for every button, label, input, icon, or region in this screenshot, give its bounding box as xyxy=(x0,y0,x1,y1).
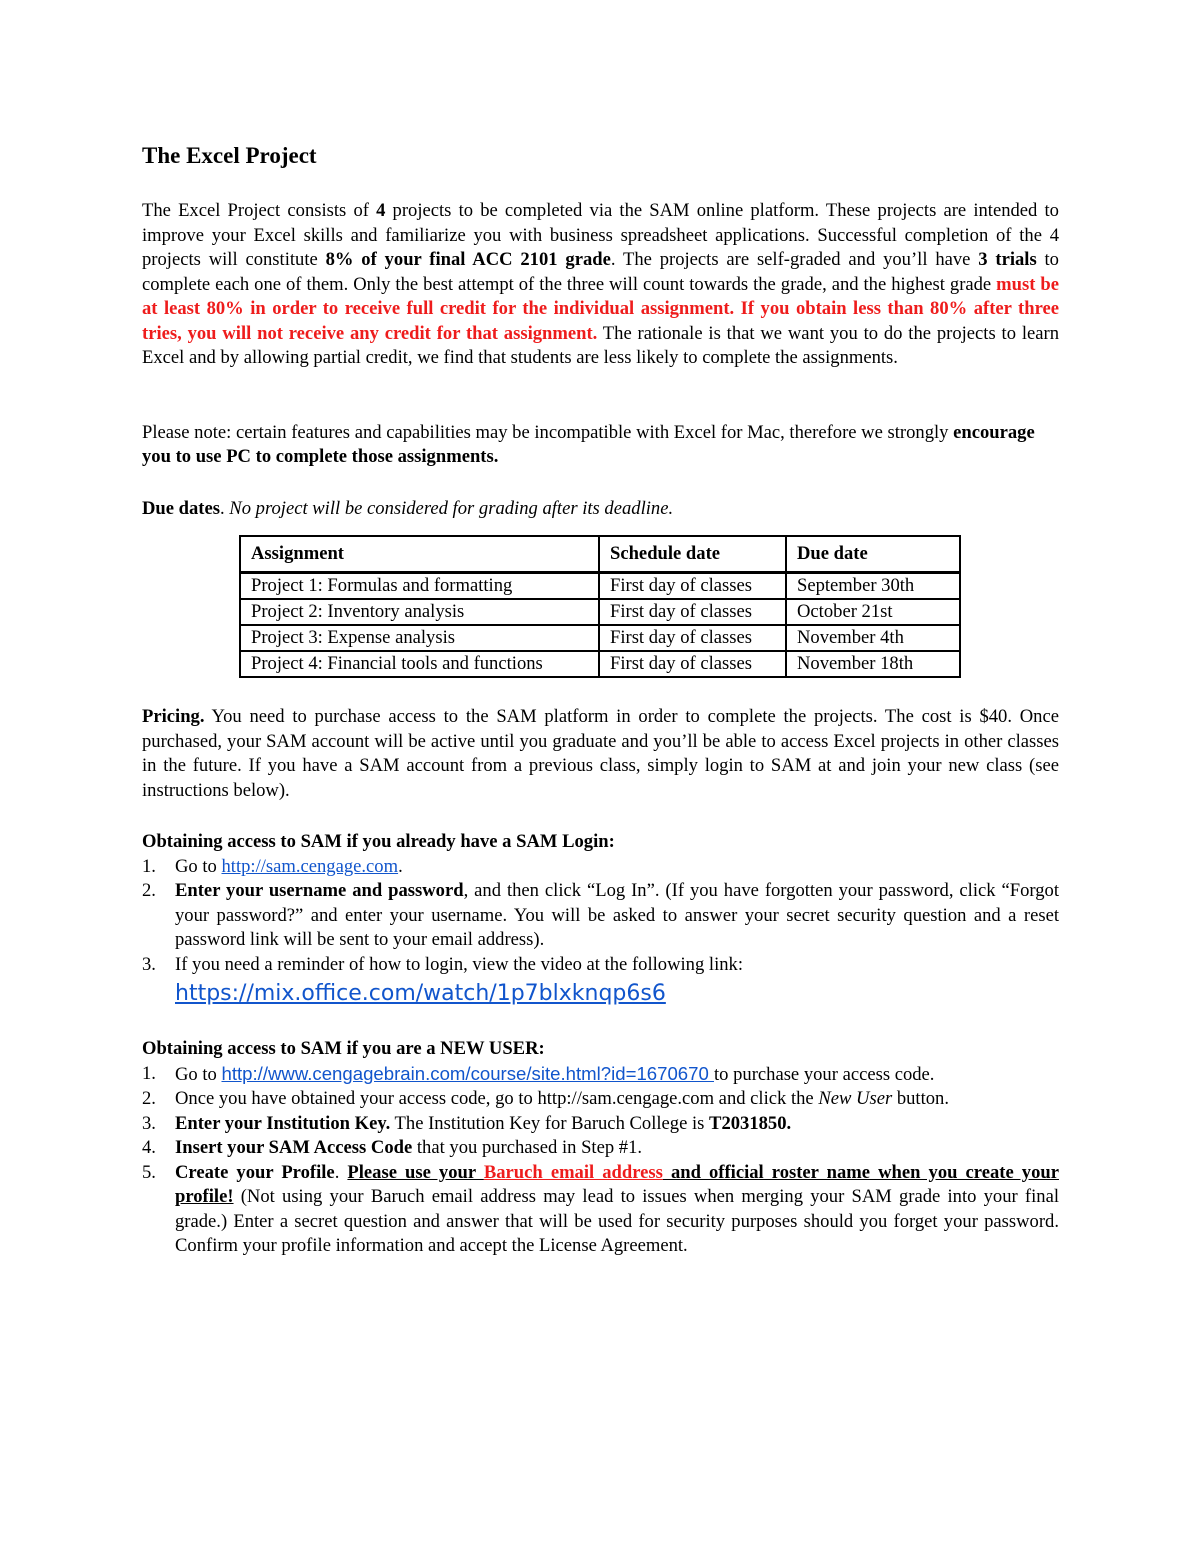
step-text: Once you have obtained your access code, go to http://sam.cengage.com and click the xyxy=(175,1088,819,1109)
table-cell: First day of classes xyxy=(599,599,786,625)
step-text: button. xyxy=(892,1088,950,1109)
step-text: The Institution Key for Baruch College is xyxy=(390,1112,710,1134)
list-item xyxy=(142,1087,1059,1112)
institution-key: T2031850. xyxy=(709,1112,792,1134)
sam-login-link[interactable]: http://sam.cengage.com xyxy=(221,855,399,877)
table-cell: First day of classes xyxy=(599,625,786,651)
table-row xyxy=(240,599,960,625)
existing-user-heading-text: Obtaining access to SAM if you already have a SAM Login: xyxy=(142,831,615,852)
new-user-heading-text: Obtaining access to SAM if you are a NEW USER: xyxy=(142,1038,545,1059)
table-row xyxy=(240,651,960,677)
list-item xyxy=(142,1062,1059,1088)
list-item xyxy=(142,1161,1059,1259)
step-text: Go to xyxy=(175,855,222,877)
table-cell: September 30th xyxy=(786,573,960,600)
table-header-row xyxy=(240,536,960,573)
step-number: 1. xyxy=(142,855,156,877)
document-body xyxy=(142,140,1059,1259)
baruch-email-emphasis: Baruch email address xyxy=(483,1161,663,1183)
page-title: The Excel Project xyxy=(142,143,317,168)
new-user-steps xyxy=(142,1062,1059,1259)
intro-bold: 4 xyxy=(376,200,386,221)
table-cell: Project 4: Financial tools and functions xyxy=(240,651,599,677)
table-cell: First day of classes xyxy=(599,651,786,677)
step-text: If you need a reminder of how to login, view the video at the following link: xyxy=(175,953,744,975)
step-bold: Enter your username and password xyxy=(175,880,464,901)
table-row xyxy=(240,625,960,651)
note-text: Please note: certain features and capabilities may be incompatible with Excel for Mac, therefore we strongly xyxy=(142,421,954,443)
step-underline: and official roster name when you create your profile! xyxy=(175,1161,1059,1207)
due-dates-separator: . xyxy=(220,497,230,519)
table-cell: Project 3: Expense analysis xyxy=(240,625,599,651)
due-dates-table xyxy=(239,535,961,678)
intro-text: The Excel Project consists of xyxy=(142,200,377,221)
step-number: 3. xyxy=(142,953,156,975)
intro-text: projects to be completed via the SAM online platform. These projects are intended to improve your Excel skills and familiarize you with business spreadsheet applications. Successful completion of the 4 projects will constitute xyxy=(142,200,1059,270)
login-video-link[interactable]: https://mix.office.com/watch/1p7blxknqp6s6 xyxy=(175,981,666,1006)
intro-bold: 3 trials xyxy=(978,249,1037,270)
mac-note xyxy=(142,421,1059,470)
intro-text: to complete each one of them. Only the best attempt of the three will count towards the grade, and the highest grade xyxy=(142,249,1059,295)
due-dates-line xyxy=(142,497,1059,522)
step-number: 3. xyxy=(142,1112,156,1134)
table-header: Schedule date xyxy=(599,536,786,573)
step-number: 5. xyxy=(142,1161,156,1183)
intro-warning: must be at least 80% in order to receive full credit for the individual assignment. If you obtain less than 80% after three tries, you will not receive any credit for that assignment. xyxy=(142,273,1059,344)
due-dates-label: Due dates xyxy=(142,497,220,519)
existing-user-heading xyxy=(142,830,1059,855)
table-cell: Project 2: Inventory analysis xyxy=(240,599,599,625)
table-cell: First day of classes xyxy=(599,573,786,600)
step-text: , and then click “Log In”. (If you have forgotten your password, click “Forgot your password?” and enter your username. You will be asked to answer your secret security question and a reset password link will be sent to your email address). xyxy=(175,880,1059,950)
list-item xyxy=(142,879,1059,953)
step-number: 4. xyxy=(142,1137,156,1158)
table-header: Assignment xyxy=(240,536,599,573)
due-dates-note: No project will be considered for grading after its deadline. xyxy=(229,497,674,519)
list-item xyxy=(142,855,1059,880)
table-row xyxy=(240,573,960,600)
step-bold: Create your Profile xyxy=(175,1161,335,1183)
pricing-paragraph xyxy=(142,705,1059,803)
intro-paragraph xyxy=(142,199,1059,371)
step-text: (Not using your Baruch email address may lead to issues when merging your SAM grade into your final grade.) Enter a secret question and answer that will be used for security purposes should you forget your password. Confirm your profile information and accept the License Agreement. xyxy=(175,1186,1059,1256)
note-bold: encourage you to use PC to complete those assignments. xyxy=(142,421,1035,467)
step-number: 2. xyxy=(142,880,156,901)
table-cell: Project 1: Formulas and formatting xyxy=(240,573,599,600)
list-item xyxy=(142,1112,1059,1137)
intro-text: . The projects are self-graded and you’ll have xyxy=(610,249,979,270)
step-number: 1. xyxy=(142,1062,156,1084)
step-number: 2. xyxy=(142,1088,156,1109)
step-italic: New User xyxy=(818,1088,893,1109)
intro-bold: 8% of your final ACC 2101 grade xyxy=(325,249,611,270)
step-bold: Insert your SAM Access Code xyxy=(175,1137,413,1158)
table-header: Due date xyxy=(786,536,960,573)
table-cell: November 4th xyxy=(786,625,960,651)
list-item xyxy=(142,1136,1059,1161)
list-item xyxy=(142,953,1059,1011)
step-bold: Enter your Institution Key. xyxy=(175,1112,391,1134)
step-text: that you purchased in Step #1. xyxy=(412,1137,643,1158)
cengagebrain-link[interactable]: http://www.cengagebrain.com/course/site.html?id=1670670 xyxy=(221,1062,714,1084)
intro-text: The rationale is that we want you to do the projects to learn Excel and by allowing partial credit, we find that students are less likely to complete the assignments. xyxy=(142,322,1059,368)
step-underline: Please use your xyxy=(347,1161,484,1183)
step-text: to purchase your access code. xyxy=(714,1063,935,1085)
table-cell: November 18th xyxy=(786,651,960,677)
existing-user-steps xyxy=(142,855,1059,1011)
step-text: Go to xyxy=(175,1063,222,1085)
pricing-label: Pricing. xyxy=(142,706,205,727)
new-user-heading xyxy=(142,1037,1059,1062)
step-text: . xyxy=(334,1161,348,1183)
table-cell: October 21st xyxy=(786,599,960,625)
pricing-text: You need to purchase access to the SAM platform in order to complete the projects. The cost is $40. Once purchased, your SAM account will be active until you graduate and you’ll be able to access Excel projects in other classes in the future. If you have a SAM account from a previous class, simply login to SAM at and join your new class (see instructions below). xyxy=(142,706,1059,801)
step-text: . xyxy=(398,855,403,877)
